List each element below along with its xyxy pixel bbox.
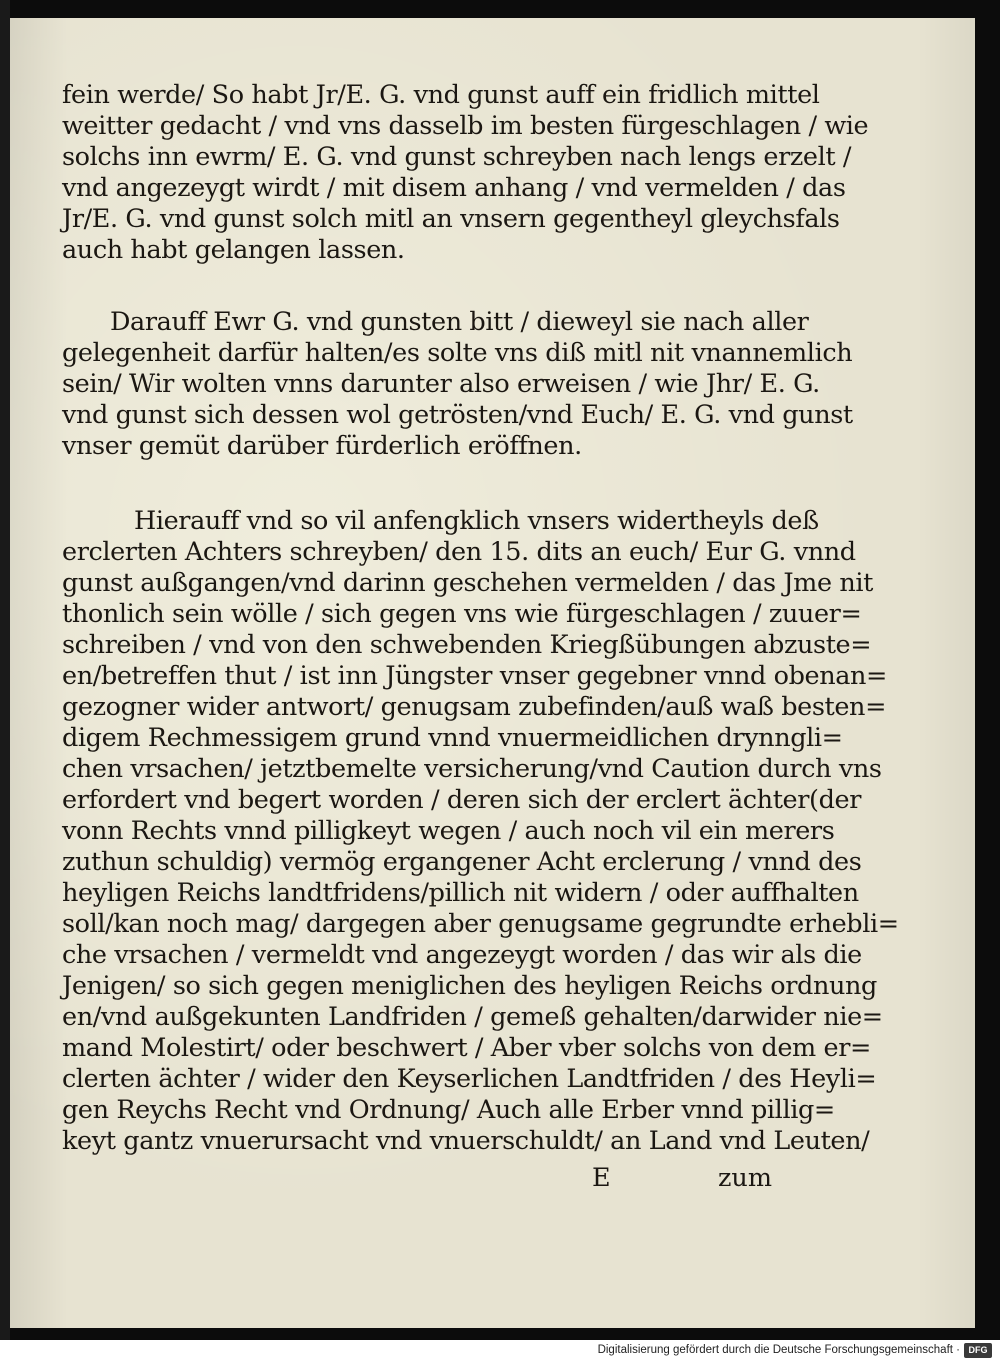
text-line: keyt gantz vnuerursacht vnd vnuerschuldt/ an Land vnd Leuten/	[62, 1126, 870, 1156]
text-line: che vrsachen / vermeldt vnd angezeygt worden / das wir als die	[62, 940, 862, 970]
funding-note: Digitalisierung gefördert durch die Deutsche Forschungsgemeinschaft ·	[597, 1344, 960, 1356]
dfg-logo-icon: DFG	[964, 1343, 992, 1358]
signature-mark: E	[592, 1163, 611, 1193]
catchword: zum	[718, 1163, 773, 1193]
book-spine	[0, 0, 10, 1340]
text-line: gelegenheit darfür halten/es solte vns diß mitl nit vnannemlich	[62, 338, 853, 368]
text-line: thonlich sein wölle / sich gegen vns wie fürgeschlagen / zuuer=	[62, 599, 862, 629]
text-line: clerten ächter / wider den Keyserlichen Landtfriden / des Heyli=	[62, 1064, 877, 1094]
text-line: heyligen Reichs landtfridens/pillich nit widern / oder auffhalten	[62, 878, 859, 908]
text-line: vnd angezeygt wirdt / mit disem anhang / vnd vermelden / das	[62, 173, 846, 203]
text-line: weitter gedacht / vnd vns dasselb im besten fürgeschlagen / wie	[62, 111, 869, 141]
text-line: Jenigen/ so sich gegen meniglichen des heyligen Reichs ordnung	[62, 971, 877, 1001]
book-page	[10, 18, 975, 1328]
text-line: solchs inn ewrm/ E. G. vnd gunst schreyben nach lengs erzelt /	[62, 142, 852, 172]
text-line: vonn Rechts vnnd pilligkeyt wegen / auch noch vil ein merers	[62, 816, 835, 846]
text-line: erclerten Achters schreyben/ den 15. dits an euch/ Eur G. vnnd	[62, 537, 856, 567]
text-line: gen Reychs Recht vnd Ordnung/ Auch alle Erber vnnd pillig=	[62, 1095, 835, 1125]
text-line: zuthun schuldig) vermög ergangener Acht erclerung / vnnd des	[62, 847, 862, 877]
text-line: mand Molestirt/ oder beschwert / Aber vber solchs von dem er=	[62, 1033, 871, 1063]
text-line: gunst außgangen/vnd darinn geschehen vermelden / das Jme nit	[62, 568, 873, 598]
text-line: gezogner wider antwort/ genugsam zubefinden/auß waß besten=	[62, 692, 887, 722]
text-line: en/vnd außgekunten Landfriden / gemeß gehalten/darwider nie=	[62, 1002, 883, 1032]
text-line: digem Rechmessigem grund vnnd vnuermeidlichen drynngli=	[62, 723, 843, 753]
text-line: sein/ Wir wolten vnns darunter also erweisen / wie Jhr/ E. G.	[62, 369, 820, 399]
text-line: vnser gemüt darüber fürderlich eröffnen.	[62, 431, 582, 461]
text-line: auch habt gelangen lassen.	[62, 235, 405, 265]
text-line: soll/kan noch mag/ dargegen aber genugsame gegrundte erhebli=	[62, 909, 899, 939]
paragraph-2	[62, 307, 853, 462]
text-line: chen vrsachen/ jetztbemelte versicherung/vnd Caution durch vns	[62, 754, 882, 784]
text-line: erfordert vnd begert worden / deren sich der erclert ächter(der	[62, 785, 861, 815]
paragraph-1	[62, 80, 869, 266]
text-line: Darauff Ewr G. vnd gunsten bitt / dieweyl sie nach aller	[110, 307, 809, 337]
footer-bar	[0, 1340, 1000, 1363]
text-line: Jr/E. G. vnd gunst solch mitl an vnsern gegentheyl gleychsfals	[62, 204, 840, 234]
text-line: Hierauff vnd so vil anfengklich vnsers widertheyls deß	[134, 506, 819, 536]
paragraph-3	[62, 506, 899, 1157]
text-line: vnd gunst sich dessen wol getrösten/vnd Euch/ E. G. vnd gunst	[62, 400, 853, 430]
text-line: fein werde/ So habt Jr/E. G. vnd gunst auff ein fridlich mittel	[62, 80, 820, 110]
text-line: schreiben / vnd von den schwebenden Kriegßübungen abzuste=	[62, 630, 872, 660]
text-line: en/betreffen thut / ist inn Jüngster vnser gegebner vnnd obenan=	[62, 661, 888, 691]
page-text	[62, 80, 899, 1157]
